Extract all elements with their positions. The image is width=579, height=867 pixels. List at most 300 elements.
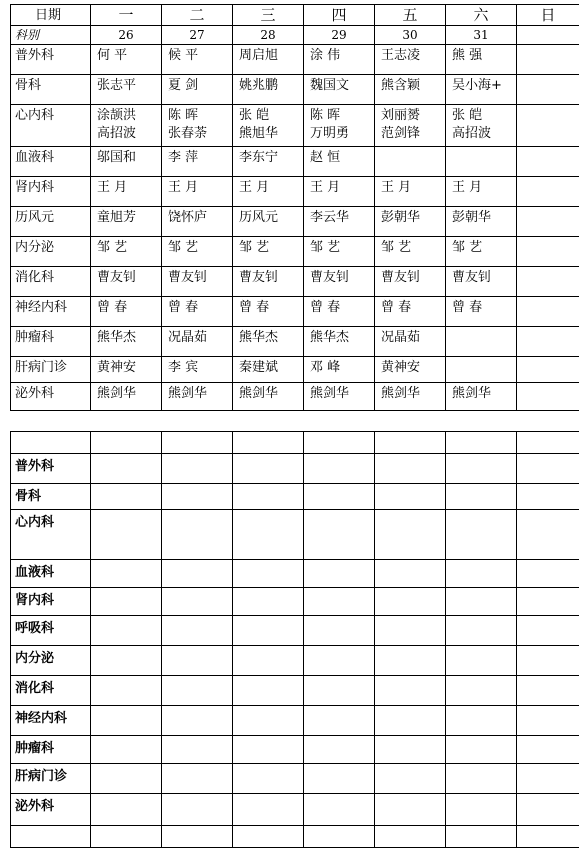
schedule-row bbox=[11, 105, 579, 147]
schedule-row bbox=[11, 147, 579, 177]
blank-cell bbox=[233, 454, 304, 484]
blank-cell bbox=[375, 706, 446, 736]
dept-label-cell bbox=[11, 26, 91, 45]
duty-cell bbox=[162, 177, 233, 207]
blank-cell bbox=[517, 560, 579, 588]
blank-cell bbox=[304, 616, 375, 646]
doctor-name: 邬国和 bbox=[97, 150, 137, 165]
duty-cell bbox=[304, 75, 375, 105]
duty-cell bbox=[91, 177, 162, 207]
duty-cell bbox=[91, 75, 162, 105]
date-header: 28 bbox=[233, 26, 304, 45]
schedule-table bbox=[10, 4, 579, 411]
blank-cell bbox=[162, 510, 233, 560]
doctor-name: 李云华 bbox=[310, 210, 350, 225]
doctor-name: 万明勇 bbox=[310, 126, 350, 141]
dept-name: 血液科 bbox=[11, 147, 91, 177]
doctor-name: 高招波 bbox=[97, 126, 137, 141]
doctor-name: 吴小海+ bbox=[452, 78, 502, 93]
blank-row bbox=[11, 588, 579, 616]
duty-cell bbox=[304, 383, 375, 411]
blank-cell bbox=[304, 510, 375, 560]
doctor-name: 王 月 bbox=[97, 180, 128, 195]
blank-cell bbox=[91, 826, 162, 848]
duty-cell bbox=[91, 237, 162, 267]
doctor-name: 张 皑 bbox=[452, 108, 483, 123]
date-header: 31 bbox=[446, 26, 517, 45]
blank-cell bbox=[162, 454, 233, 484]
blank-cell bbox=[517, 510, 579, 560]
doctor-name: 邹 艺 bbox=[381, 240, 412, 255]
blank-cell bbox=[233, 510, 304, 560]
blank-cell bbox=[233, 826, 304, 848]
blank-cell bbox=[304, 826, 375, 848]
duty-cell bbox=[162, 383, 233, 411]
duty-cell bbox=[233, 237, 304, 267]
doctor-name: 熊华杰 bbox=[239, 330, 279, 345]
duty-cell bbox=[446, 45, 517, 75]
duty-cell bbox=[162, 105, 233, 147]
doctor-name: 姚兆鹏 bbox=[239, 78, 279, 93]
doctor-name: 王 月 bbox=[381, 180, 412, 195]
blank-cell bbox=[446, 588, 517, 616]
duty-cell bbox=[517, 105, 579, 147]
header-row-dates bbox=[11, 26, 579, 45]
blank-dept-name: 肿瘤科 bbox=[11, 736, 91, 764]
duty-cell bbox=[304, 105, 375, 147]
blank-dept-name: 消化科 bbox=[11, 676, 91, 706]
blank-cell bbox=[375, 510, 446, 560]
doctor-name: 曾 春 bbox=[239, 300, 270, 315]
duty-cell bbox=[162, 147, 233, 177]
blank-dept-name: 肾内科 bbox=[11, 588, 91, 616]
doctor-name: 童旭芳 bbox=[97, 210, 137, 225]
blank-cell bbox=[375, 794, 446, 826]
doctor-name: 曹友钊 bbox=[239, 270, 279, 285]
blank-cell bbox=[233, 676, 304, 706]
blank-row bbox=[11, 646, 579, 676]
blank-cell bbox=[517, 454, 579, 484]
duty-cell bbox=[91, 267, 162, 297]
blank-cell bbox=[446, 764, 517, 794]
duty-cell bbox=[375, 327, 446, 357]
doctor-name: 曹友钊 bbox=[168, 270, 208, 285]
duty-cell bbox=[517, 267, 579, 297]
date-header: 27 bbox=[162, 26, 233, 45]
blank-row bbox=[11, 794, 579, 826]
blank-cell bbox=[91, 736, 162, 764]
duty-cell bbox=[91, 383, 162, 411]
blank-cell bbox=[91, 560, 162, 588]
blank-cell bbox=[517, 616, 579, 646]
blank-cell bbox=[375, 616, 446, 646]
duty-cell bbox=[446, 237, 517, 267]
doctor-name: 范剑锋 bbox=[381, 126, 421, 141]
doctor-name: 涂 伟 bbox=[310, 48, 341, 63]
duty-cell bbox=[517, 177, 579, 207]
date-header: 30 bbox=[375, 26, 446, 45]
blank-cell bbox=[375, 588, 446, 616]
doctor-name: 熊含颖 bbox=[381, 78, 421, 93]
duty-cell bbox=[91, 45, 162, 75]
blank-cell bbox=[375, 484, 446, 510]
duty-cell bbox=[446, 297, 517, 327]
day-header: 三 bbox=[233, 5, 304, 26]
blank-row bbox=[11, 706, 579, 736]
doctor-name: 高招波 bbox=[452, 126, 492, 141]
schedule-row bbox=[11, 207, 579, 237]
header-row-days bbox=[11, 5, 579, 26]
duty-cell bbox=[446, 147, 517, 177]
blank-cell bbox=[304, 706, 375, 736]
doctor-name: 夏 剑 bbox=[168, 78, 199, 93]
duty-cell bbox=[375, 147, 446, 177]
blank-row bbox=[11, 560, 579, 588]
duty-cell bbox=[304, 207, 375, 237]
blank-dept-name: 神经内科 bbox=[11, 706, 91, 736]
blank-cell bbox=[233, 646, 304, 676]
duty-cell bbox=[375, 105, 446, 147]
schedule-row bbox=[11, 237, 579, 267]
doctor-name: 周启旭 bbox=[239, 48, 279, 63]
blank-cell bbox=[233, 484, 304, 510]
doctor-name: 况晶茹 bbox=[168, 330, 208, 345]
duty-cell bbox=[375, 267, 446, 297]
dept-name: 内分泌 bbox=[11, 237, 91, 267]
blank-cell bbox=[233, 560, 304, 588]
blank-cell bbox=[304, 736, 375, 764]
blank-cell bbox=[233, 736, 304, 764]
duty-cell bbox=[517, 75, 579, 105]
duty-cell bbox=[517, 147, 579, 177]
doctor-name: 曾 春 bbox=[310, 300, 341, 315]
blank-cell bbox=[91, 510, 162, 560]
blank-cell bbox=[517, 706, 579, 736]
doctor-name: 李 宾 bbox=[168, 360, 199, 375]
blank-cell bbox=[233, 764, 304, 794]
blank-dept-name bbox=[11, 826, 91, 848]
doctor-name: 邓 峰 bbox=[310, 360, 341, 375]
dept-name: 神经内科 bbox=[11, 297, 91, 327]
duty-cell bbox=[446, 75, 517, 105]
doctor-name: 李 萍 bbox=[168, 150, 199, 165]
doctor-name: 饶怀庐 bbox=[168, 210, 208, 225]
duty-cell bbox=[517, 297, 579, 327]
duty-cell bbox=[446, 207, 517, 237]
blank-cell bbox=[91, 706, 162, 736]
doctor-name: 何 平 bbox=[97, 48, 128, 63]
doctor-name: 张 皑 bbox=[239, 108, 270, 123]
duty-cell bbox=[233, 177, 304, 207]
blank-cell bbox=[91, 432, 162, 454]
blank-cell bbox=[304, 588, 375, 616]
blank-cell bbox=[304, 454, 375, 484]
blank-cell bbox=[517, 736, 579, 764]
doctor-name: 熊剑华 bbox=[168, 386, 208, 401]
dept-name: 历风元 bbox=[11, 207, 91, 237]
blank-cell bbox=[91, 616, 162, 646]
blank-cell bbox=[162, 736, 233, 764]
duty-cell bbox=[375, 297, 446, 327]
blank-schedule-table bbox=[10, 431, 579, 848]
doctor-name: 曹友钊 bbox=[381, 270, 421, 285]
duty-cell bbox=[162, 357, 233, 383]
blank-cell bbox=[446, 560, 517, 588]
blank-row bbox=[11, 484, 579, 510]
duty-cell bbox=[304, 147, 375, 177]
blank-dept-name: 血液科 bbox=[11, 560, 91, 588]
blank-cell bbox=[517, 484, 579, 510]
schedule-row bbox=[11, 75, 579, 105]
doctor-name: 邹 艺 bbox=[239, 240, 270, 255]
doctor-name: 熊剑华 bbox=[310, 386, 350, 401]
blank-cell bbox=[304, 646, 375, 676]
duty-cell bbox=[375, 45, 446, 75]
doctor-name: 魏国文 bbox=[310, 78, 350, 93]
duty-cell bbox=[304, 327, 375, 357]
blank-dept-name: 普外科 bbox=[11, 454, 91, 484]
dept-name: 普外科 bbox=[11, 45, 91, 75]
blank-cell bbox=[446, 454, 517, 484]
schedule-row bbox=[11, 45, 579, 75]
blank-cell bbox=[517, 764, 579, 794]
duty-cell bbox=[517, 357, 579, 383]
schedule-row bbox=[11, 267, 579, 297]
doctor-name: 熊剑华 bbox=[239, 386, 279, 401]
doctor-name: 熊 强 bbox=[452, 48, 483, 63]
duty-cell bbox=[162, 207, 233, 237]
day-header: 四 bbox=[304, 5, 375, 26]
schedule-row bbox=[11, 177, 579, 207]
duty-cell bbox=[91, 327, 162, 357]
doctor-name: 刘丽赟 bbox=[381, 108, 421, 123]
blank-row bbox=[11, 510, 579, 560]
doctor-name: 曹友钊 bbox=[97, 270, 137, 285]
duty-cell bbox=[517, 327, 579, 357]
blank-cell bbox=[375, 764, 446, 794]
dept-label: 科别 bbox=[15, 28, 40, 42]
blank-dept-name: 呼吸科 bbox=[11, 616, 91, 646]
blank-cell bbox=[375, 454, 446, 484]
doctor-name: 曾 春 bbox=[381, 300, 412, 315]
duty-cell bbox=[375, 383, 446, 411]
doctor-name: 曹友钊 bbox=[310, 270, 350, 285]
day-header: 二 bbox=[162, 5, 233, 26]
blank-cell bbox=[304, 676, 375, 706]
doctor-name: 熊剑华 bbox=[381, 386, 421, 401]
doctor-name: 彭朝华 bbox=[452, 210, 492, 225]
blank-cell bbox=[91, 454, 162, 484]
date-header bbox=[517, 26, 579, 45]
blank-cell bbox=[91, 764, 162, 794]
blank-cell bbox=[162, 676, 233, 706]
duty-cell bbox=[233, 147, 304, 177]
schedule-row bbox=[11, 383, 579, 411]
duty-cell bbox=[517, 207, 579, 237]
duty-cell bbox=[162, 237, 233, 267]
blank-cell bbox=[375, 676, 446, 706]
blank-cell bbox=[233, 794, 304, 826]
doctor-name: 曹友钊 bbox=[452, 270, 492, 285]
duty-cell bbox=[162, 297, 233, 327]
date-label-cell bbox=[11, 5, 91, 26]
blank-dept-name: 内分泌 bbox=[11, 646, 91, 676]
doctor-name: 黄神安 bbox=[381, 360, 421, 375]
blank-cell bbox=[91, 588, 162, 616]
dept-name: 心内科 bbox=[11, 105, 91, 147]
doctor-name: 黄神安 bbox=[97, 360, 137, 375]
blank-cell bbox=[304, 484, 375, 510]
duty-cell bbox=[446, 267, 517, 297]
date-label: 日期 bbox=[35, 8, 62, 23]
duty-cell bbox=[233, 207, 304, 237]
blank-cell bbox=[162, 616, 233, 646]
blank-cell bbox=[162, 484, 233, 510]
doctor-name: 陈 晖 bbox=[310, 108, 341, 123]
duty-cell bbox=[91, 357, 162, 383]
blank-row bbox=[11, 676, 579, 706]
blank-cell bbox=[446, 616, 517, 646]
doctor-name: 陈 晖 bbox=[168, 108, 199, 123]
doctor-name: 邹 艺 bbox=[452, 240, 483, 255]
duty-cell bbox=[233, 267, 304, 297]
blank-cell bbox=[162, 764, 233, 794]
duty-cell bbox=[517, 383, 579, 411]
duty-cell bbox=[517, 237, 579, 267]
blank-cell bbox=[91, 794, 162, 826]
doctor-name: 张志平 bbox=[97, 78, 137, 93]
dept-name: 肝病门诊 bbox=[11, 357, 91, 383]
blank-cell bbox=[375, 826, 446, 848]
blank-row bbox=[11, 616, 579, 646]
blank-cell bbox=[517, 432, 579, 454]
blank-cell bbox=[304, 560, 375, 588]
blank-row bbox=[11, 764, 579, 794]
blank-row bbox=[11, 432, 579, 454]
duty-cell bbox=[304, 357, 375, 383]
blank-cell bbox=[91, 646, 162, 676]
duty-cell bbox=[517, 45, 579, 75]
blank-cell bbox=[233, 706, 304, 736]
duty-cell bbox=[446, 383, 517, 411]
duty-cell bbox=[375, 177, 446, 207]
blank-cell bbox=[517, 826, 579, 848]
doctor-name: 王 月 bbox=[168, 180, 199, 195]
duty-cell bbox=[233, 297, 304, 327]
duty-cell bbox=[304, 45, 375, 75]
duty-cell bbox=[375, 237, 446, 267]
blank-cell bbox=[375, 736, 446, 764]
blank-cell bbox=[446, 826, 517, 848]
duty-cell bbox=[91, 105, 162, 147]
doctor-name: 曾 春 bbox=[168, 300, 199, 315]
blank-dept-name bbox=[11, 432, 91, 454]
blank-cell bbox=[162, 646, 233, 676]
dept-name: 骨科 bbox=[11, 75, 91, 105]
schedule-row bbox=[11, 327, 579, 357]
duty-cell bbox=[233, 75, 304, 105]
dept-name: 肾内科 bbox=[11, 177, 91, 207]
duty-cell bbox=[375, 357, 446, 383]
doctor-name: 熊华杰 bbox=[310, 330, 350, 345]
doctor-name: 熊华杰 bbox=[97, 330, 137, 345]
doctor-name: 王 月 bbox=[452, 180, 483, 195]
duty-cell bbox=[375, 207, 446, 237]
dept-name: 肿瘤科 bbox=[11, 327, 91, 357]
blank-cell bbox=[162, 826, 233, 848]
blank-cell bbox=[233, 616, 304, 646]
blank-cell bbox=[446, 646, 517, 676]
duty-cell bbox=[162, 75, 233, 105]
day-header: 五 bbox=[375, 5, 446, 26]
dept-name: 消化科 bbox=[11, 267, 91, 297]
duty-cell bbox=[162, 267, 233, 297]
blank-row bbox=[11, 454, 579, 484]
blank-row bbox=[11, 826, 579, 848]
dept-name: 泌外科 bbox=[11, 383, 91, 411]
duty-cell bbox=[304, 297, 375, 327]
blank-cell bbox=[446, 432, 517, 454]
duty-cell bbox=[446, 177, 517, 207]
blank-cell bbox=[446, 706, 517, 736]
blank-cell bbox=[91, 676, 162, 706]
day-header: 一 bbox=[91, 5, 162, 26]
blank-dept-name: 肝病门诊 bbox=[11, 764, 91, 794]
duty-cell bbox=[162, 327, 233, 357]
duty-cell bbox=[304, 237, 375, 267]
doctor-name: 熊剑华 bbox=[97, 386, 137, 401]
blank-cell bbox=[446, 510, 517, 560]
blank-cell bbox=[162, 794, 233, 826]
duty-cell bbox=[91, 297, 162, 327]
doctor-name: 候 平 bbox=[168, 48, 199, 63]
doctor-name: 涂颉洪 bbox=[97, 108, 137, 123]
blank-cell bbox=[162, 588, 233, 616]
doctor-name: 曾 春 bbox=[452, 300, 483, 315]
day-header: 日 bbox=[517, 5, 579, 26]
blank-dept-name: 心内科 bbox=[11, 510, 91, 560]
blank-cell bbox=[517, 646, 579, 676]
blank-row bbox=[11, 736, 579, 764]
blank-cell bbox=[375, 432, 446, 454]
duty-cell bbox=[233, 45, 304, 75]
blank-cell bbox=[517, 794, 579, 826]
blank-dept-name: 骨科 bbox=[11, 484, 91, 510]
doctor-name: 历风元 bbox=[239, 210, 279, 225]
blank-cell bbox=[162, 560, 233, 588]
blank-cell bbox=[162, 706, 233, 736]
duty-cell bbox=[446, 327, 517, 357]
blank-cell bbox=[446, 676, 517, 706]
doctor-name: 熊剑华 bbox=[452, 386, 492, 401]
doctor-name: 邹 艺 bbox=[168, 240, 199, 255]
doctor-name: 曾 春 bbox=[97, 300, 128, 315]
duty-cell bbox=[375, 75, 446, 105]
day-header: 六 bbox=[446, 5, 517, 26]
doctor-name: 熊旭华 bbox=[239, 126, 279, 141]
blank-cell bbox=[517, 676, 579, 706]
schedule-row bbox=[11, 357, 579, 383]
blank-cell bbox=[304, 794, 375, 826]
doctor-name: 赵 恒 bbox=[310, 150, 341, 165]
duty-cell bbox=[446, 357, 517, 383]
duty-cell bbox=[304, 267, 375, 297]
doctor-name: 王 月 bbox=[310, 180, 341, 195]
doctor-name: 邹 艺 bbox=[310, 240, 341, 255]
blank-cell bbox=[304, 764, 375, 794]
duty-cell bbox=[233, 327, 304, 357]
blank-cell bbox=[233, 588, 304, 616]
